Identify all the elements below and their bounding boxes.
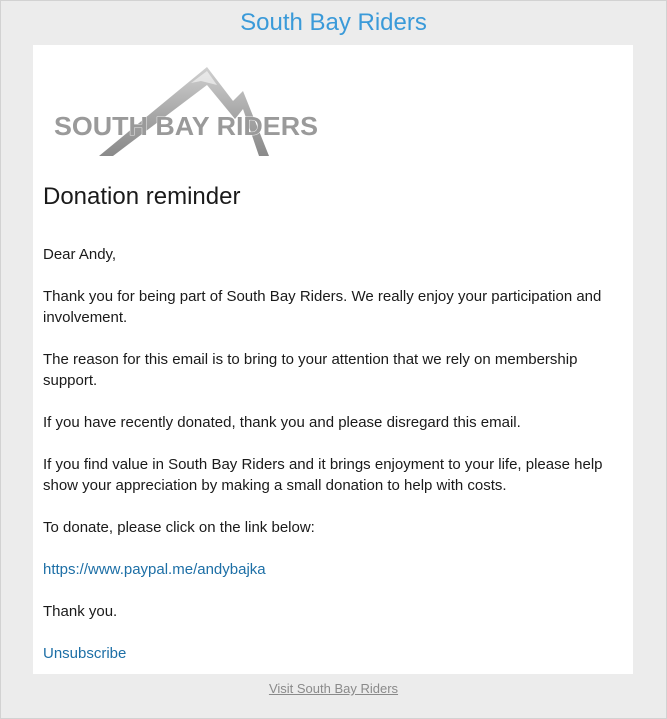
email-heading: Donation reminder — [43, 183, 241, 210]
unsubscribe-line — [43, 643, 618, 664]
closing: Thank you. — [43, 603, 118, 620]
donate-line — [43, 559, 618, 580]
donate-link[interactable]: https://www.paypal.me/andybajka — [43, 561, 266, 578]
visit-site-link[interactable]: Visit South Bay Riders — [268, 681, 399, 696]
mountain-peaks-logo — [51, 63, 321, 159]
unsubscribe-link[interactable]: Unsubscribe — [43, 645, 127, 662]
paragraph-reason: The reason for this email is to bring to your attention that we rely on membership support. — [43, 351, 578, 389]
logo-text: SOUTH BAY RIDERS — [54, 111, 318, 141]
paragraph-thanks: Thank you for being part of South Bay Riders. We really enjoy your participation and involvement. — [43, 288, 602, 326]
greeting: Dear Andy, — [43, 246, 117, 263]
paragraph-disregard: If you have recently donated, thank you and please disregard this email. — [43, 414, 521, 431]
paragraph-instructions: To donate, please click on the link below: — [43, 519, 315, 536]
site-title: South Bay Riders — [240, 9, 427, 36]
paragraph-value: If you find value in South Bay Riders and it brings enjoyment to your life, please help show your appreciation by making a small donation to help with costs. — [43, 456, 603, 494]
email-card — [33, 45, 633, 674]
